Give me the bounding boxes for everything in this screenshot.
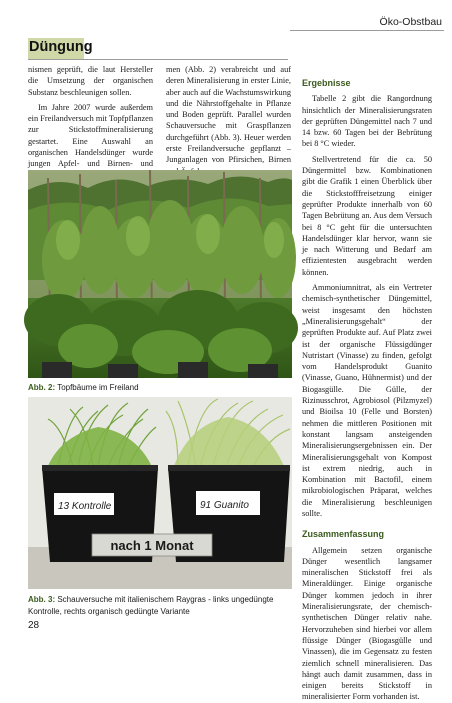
heading-summary: Zusammenfassung: [302, 529, 385, 540]
page-number: 28: [28, 620, 40, 631]
paragraph: Allgemein setzen organische Dünger wesentlich langsamer mineralischen Stickstoff frei als Mineraldünger. Einige organische Dünger kommen jedoch in ihrer Mineralisierungsrate, der chemisch-synthetischen Dünger relativ nahe. Hervorzuheben sind hierbei vor allem flüssige Dünger (Biogasgülle und Vinassen), die im Gegensatz zu festen ziemlich schnell mineralisieren. Das hängt auch damit zusammen, dass in einigen bereits Stickstoff in mineralisierter Form vorhanden ist.: [302, 545, 432, 702]
figure-2-caption: [28, 382, 292, 394]
figure-label: Abb. 2:: [28, 383, 56, 392]
photo-banner: nach 1 Monat: [110, 538, 194, 553]
header-rule: [290, 30, 444, 31]
paragraph: nismen geprüft, die laut Hersteller die Umsetzung der organischen Substanz beschleunigen sollen.: [28, 65, 153, 97]
figure-caption-text: Schauversuche mit italienischem Raygras - links ungedüngte Kontrolle, rechts organisch gedüngte Variante: [28, 595, 274, 616]
paragraph: Ammoniumnitrat, als ein Vertreter chemisch-synthetischer Düngemittel, weist insgesamt den höchsten „Mineralisierungsgehalt“ der geprüften Produkte auf. Auf Platz zwei ist der organische Flüssigdünger Nutristart (Vinasse) zu finden, gefolgt vom Handelsprodukt Guanito (Vinasse, Guano, Hühnermist) und der Biogasgülle. Die Gülle, der Rizinusschrot, Agrobiosol (Pilzmyzel) und Bioilsa 10 (Felle und Borsten) nehmen die mittleren Positionen mit konstant langsam ansteigenden Mineralisierungsergebnissen ein. Der Mineralisierungsgehalt von Kompost ist extrem niedrig, auch in Kombination mit Bactofil, einem mikrobiologischen Präparat, welches die Mineralisierung beschleunigen sollte.: [302, 283, 432, 518]
paragraph: Stellvertretend für die ca. 50 Düngermittel bzw. Kombinationen gibt die Grafik 1 einen Überblick über die Stickstofffreisetzung einiger geprüfter Produkte innerhalb von 60 Tagen Bebrütung an. Aus dem Versuch bei 8 °C geht für die untersuchten Handelsdünger klar hervor, wann sie je nach Witterung und Bedarf am effizientesten ausgebracht werden können.: [302, 154, 432, 277]
figure-3-caption: [28, 594, 292, 618]
section-tab: [28, 38, 93, 60]
pot-label-left: 13 Kontrolle: [58, 501, 112, 512]
photo-grass-pots: [28, 397, 292, 589]
text-column-1: [28, 64, 153, 181]
text-column-3: [302, 64, 432, 703]
figure-caption-text: Topfbäume im Freiland: [57, 383, 139, 392]
paragraph: Im Jahre 2007 wurde außerdem ein Freilandversuch mit Topfpflanzen zur Stickstoffmineralisierung gestartet. Eine Auswahl an organischen Handelsdünger wurde jungen Apfel- und Birnen- und: [28, 102, 153, 169]
pot-label-right: 91 Guanito: [200, 500, 249, 511]
paragraph: Tabelle 2 gibt die Rangordnung hinsichtlich der Mineralisierungsraten der geprüften Düngemittel nach 7 und 14 bzw. 60 Tagen bei der Bebrütung bei 8 °C wieder.: [302, 94, 432, 149]
section-rule: [28, 59, 288, 60]
paragraph: men (Abb. 2) verabreicht und auf deren Mineralisierung in erster Linie, aber auch auf die Wachstumswirkung und die Nährstoffgehalte in Pflanze und Boden geprüft. Parallel wurden Schauversuche mit Graspflanzen durchgeführt (Abb. 3). Heuer werden erste Freilandversuche gepflanzt – Junganlagen von Pfirsichen, Birnen: [166, 65, 291, 165]
figure-label: Abb. 3:: [28, 595, 56, 604]
photo-potted-trees: [28, 170, 292, 378]
text-column-2: [166, 64, 291, 177]
publication-title: Öko-Obstbau: [379, 16, 442, 28]
heading-results: Ergebnisse: [302, 78, 351, 88]
section-title: Düngung: [29, 39, 93, 55]
